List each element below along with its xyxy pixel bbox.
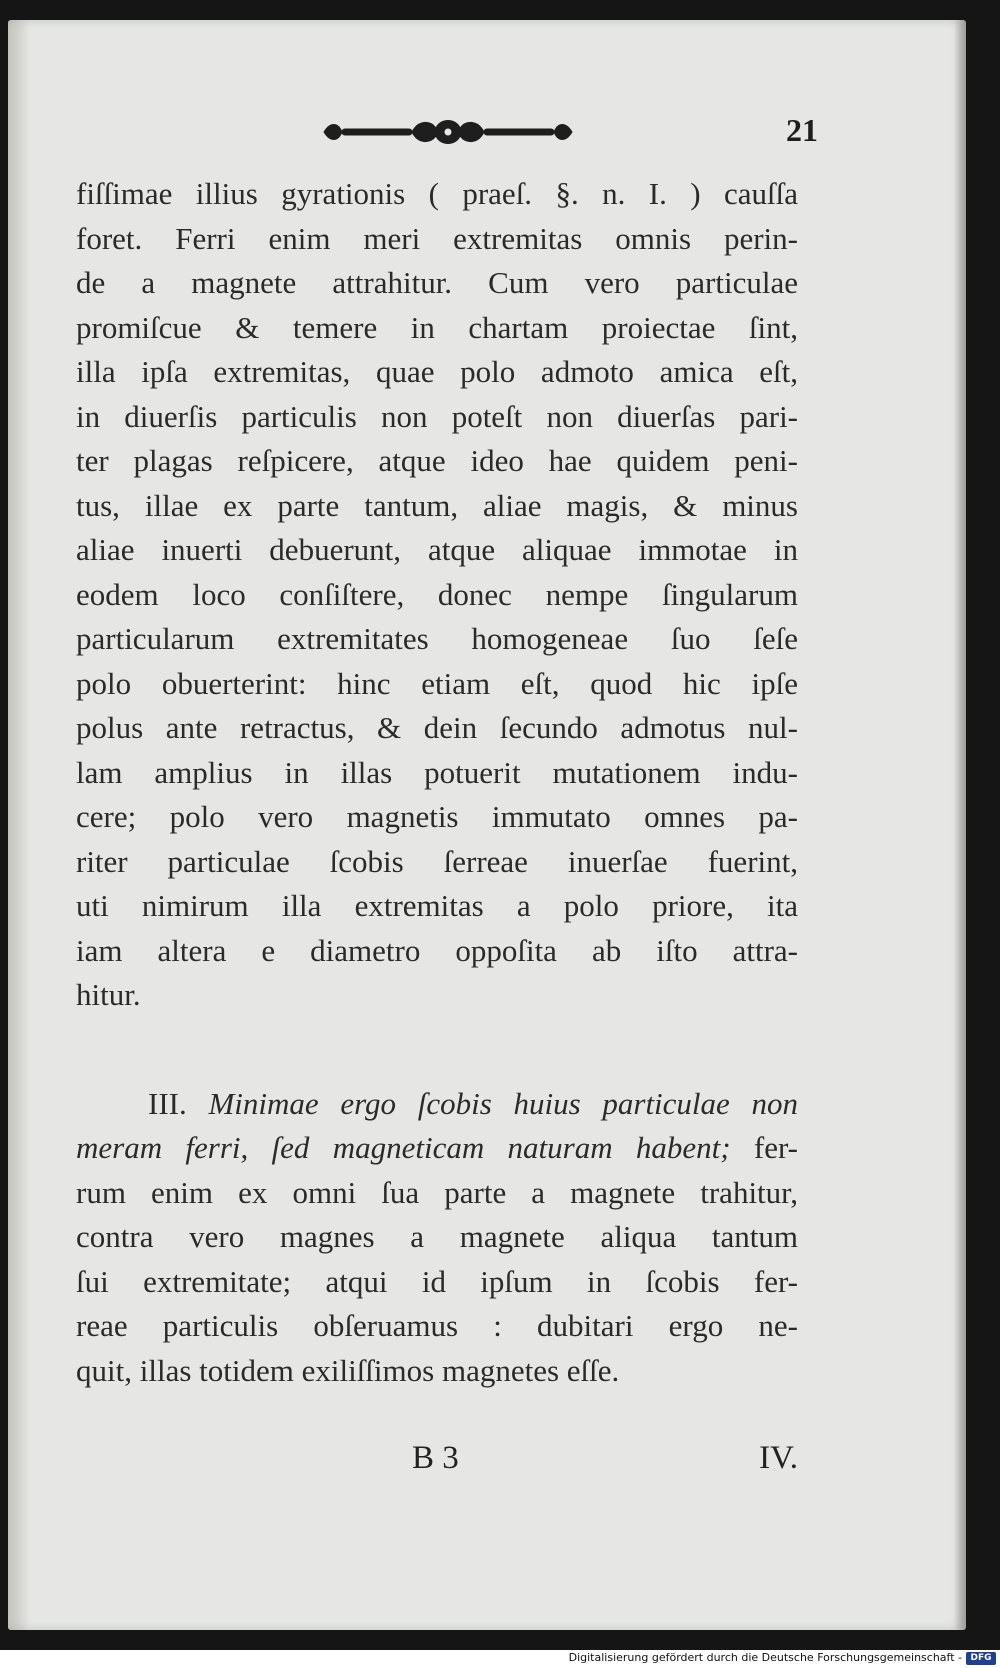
catchword: IV. (759, 1440, 798, 1476)
text-line: ter plagas reſpicere, atque ideo hae quidem peni- (76, 443, 798, 478)
italic-thesis: meram ferri, ſed magneticam naturam habent; (76, 1130, 731, 1165)
body-text (76, 172, 798, 1393)
paragraph-gap (76, 1018, 798, 1082)
text-line: cere; polo vero magnetis immutato omnes pa- (76, 799, 798, 834)
text-line: iam altera e diametro oppoſita ab iſto attra- (76, 932, 798, 968)
running-header (70, 106, 818, 156)
text-line: aliae inuerti debuerunt, atque aliquae immotae in (76, 532, 798, 567)
page-number: 21 (786, 112, 818, 148)
text-line: hitur. (76, 977, 141, 1012)
text-line (76, 1082, 798, 1127)
text-line: in diuerſis particulis non poteſt non diuerſas pari- (76, 398, 798, 434)
text-line: riter particulae ſcobis ſerreae inuerſae fuerint, (76, 843, 798, 879)
page-footer (76, 1440, 798, 1488)
text-line: ſui extremitate; atqui id ipſum in ſcobis fer- (76, 1263, 798, 1299)
text-line: rum enim ex omni ſua parte a magnete trahitur, (76, 1174, 798, 1210)
text-line: polo obuerterint: hinc etiam eſt, quod hic ipſe (76, 665, 798, 701)
text-line: illa ipſa extremitas, quae polo admoto amica eſt, (76, 354, 798, 389)
spine-shadow (8, 20, 30, 1630)
text-line: quit, illas totidem exiliſſimos magnetes eſſe. (76, 1352, 620, 1388)
text-line: tus, illae ex parte tantum, aliae magis, & minus (76, 487, 798, 523)
printers-ornament-icon (318, 114, 578, 150)
text-line: uti nimirum illa extremitas a polo priore, ita (76, 888, 798, 923)
text-line: reae particulis obſeruamus : dubitari ergo ne- (76, 1308, 798, 1343)
text-line: promiſcue & temere in chartam proiectae ſint, (76, 309, 798, 345)
paragraph-1 (76, 172, 798, 1018)
text-line: polus ante retractus, & dein ſecundo admotus nul- (76, 710, 798, 745)
text-line: particularum extremitates homogeneae ſuo ſeſe (76, 621, 798, 656)
text-fragment: fer- (753, 1130, 798, 1165)
funding-credit: Digitalisierung gefördert durch die Deutsche Forschungsgemeinschaft - (568, 1651, 962, 1664)
paragraph-2 (76, 1082, 798, 1394)
italic-thesis: Minimae ergo ſcobis huius particulae non (208, 1085, 799, 1121)
signature-mark: B 3 (412, 1440, 459, 1476)
text-line: eodem loco conſiſtere, donec nempe ſingularum (76, 576, 798, 612)
text-line (76, 1126, 798, 1171)
text-line: de a magnete attrahitur. Cum vero particulae (76, 265, 798, 300)
book-page (8, 20, 966, 1630)
dfg-logo-icon: DFG (966, 1652, 996, 1665)
text-line: lam amplius in illas potuerit mutationem indu- (76, 754, 798, 790)
section-number: III. (148, 1085, 187, 1121)
text-line: fiſſimae illius gyrationis ( praeſ. §. n. I. ) cauſſa (76, 176, 798, 211)
text-line: foret. Ferri enim meri extremitas omnis perin- (76, 220, 798, 256)
page-edge (954, 20, 966, 1630)
text-line: contra vero magnes a magnete aliqua tantum (76, 1219, 798, 1254)
